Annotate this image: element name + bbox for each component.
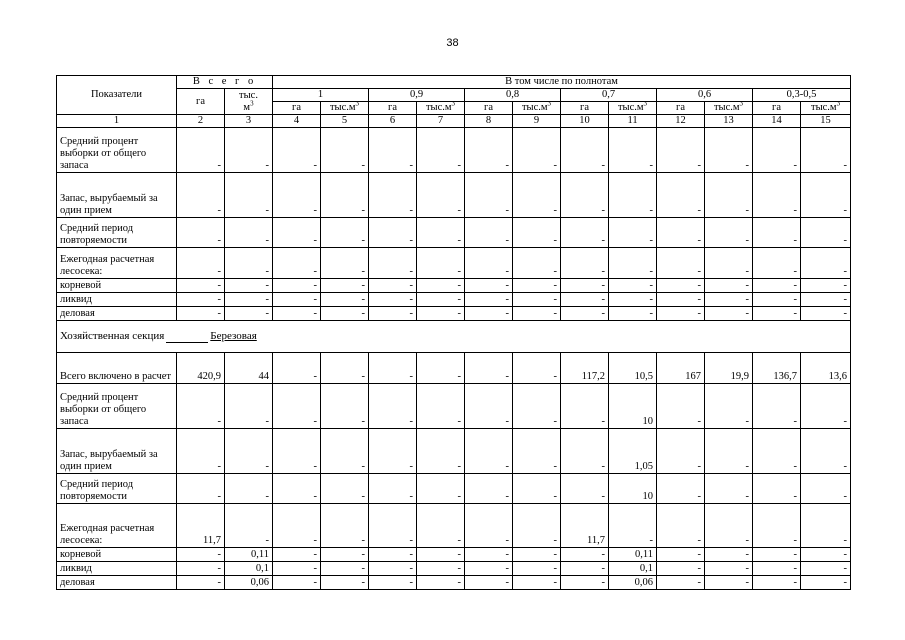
table-body-top bbox=[57, 128, 851, 321]
table-row bbox=[57, 562, 851, 576]
section-cell bbox=[57, 321, 851, 353]
cell-value: - bbox=[465, 548, 513, 562]
cell-value: - bbox=[465, 218, 513, 248]
cell-value: - bbox=[657, 504, 705, 548]
cell-value: 19,9 bbox=[705, 353, 753, 384]
cell-value: - bbox=[273, 562, 321, 576]
forest-report-table bbox=[56, 75, 851, 590]
cell-value: - bbox=[513, 279, 561, 293]
column-number: 11 bbox=[609, 115, 657, 128]
row-label: ликвид bbox=[57, 293, 177, 307]
table-row bbox=[57, 248, 851, 279]
cell-value: - bbox=[561, 384, 609, 429]
cell-value: - bbox=[321, 353, 369, 384]
cell-value: - bbox=[513, 429, 561, 474]
cell-value: - bbox=[177, 218, 225, 248]
row-label: ликвид bbox=[57, 562, 177, 576]
cell-value: - bbox=[177, 548, 225, 562]
cell-value: - bbox=[513, 576, 561, 590]
cell-value: - bbox=[561, 248, 609, 279]
cell-value: - bbox=[705, 576, 753, 590]
cell-value: - bbox=[753, 173, 801, 218]
header-unit-ha: га bbox=[561, 102, 609, 115]
cell-value: - bbox=[801, 504, 851, 548]
cell-value: - bbox=[369, 128, 417, 173]
cell-value: - bbox=[657, 562, 705, 576]
header-unit-thous-m3: $тыс.м^3$ bbox=[609, 102, 657, 115]
cell-value: - bbox=[801, 279, 851, 293]
cell-value: - bbox=[225, 128, 273, 173]
cell-value: - bbox=[177, 307, 225, 321]
cell-value: - bbox=[705, 474, 753, 504]
cell-value: - bbox=[609, 504, 657, 548]
cell-value: - bbox=[369, 279, 417, 293]
cell-value: - bbox=[225, 429, 273, 474]
cell-value: 0,06 bbox=[609, 576, 657, 590]
cell-value: - bbox=[225, 293, 273, 307]
cell-value: - bbox=[321, 548, 369, 562]
cell-value: 0,1 bbox=[225, 562, 273, 576]
table-body-bottom bbox=[57, 353, 851, 590]
cell-value: - bbox=[801, 218, 851, 248]
cell-value: - bbox=[801, 562, 851, 576]
cell-value: - bbox=[321, 279, 369, 293]
cell-value: - bbox=[177, 279, 225, 293]
cell-value: - bbox=[513, 248, 561, 279]
cell-value: - bbox=[273, 173, 321, 218]
cell-value: - bbox=[369, 248, 417, 279]
cell-value: - bbox=[657, 173, 705, 218]
cell-value: - bbox=[561, 307, 609, 321]
cell-value: - bbox=[609, 293, 657, 307]
cell-value: - bbox=[465, 384, 513, 429]
cell-value: - bbox=[801, 429, 851, 474]
cell-value: - bbox=[609, 279, 657, 293]
cell-value: - bbox=[609, 248, 657, 279]
table-header bbox=[57, 76, 851, 128]
cell-value: - bbox=[561, 173, 609, 218]
cell-value: - bbox=[657, 248, 705, 279]
cell-value: - bbox=[321, 128, 369, 173]
cell-value: - bbox=[705, 218, 753, 248]
header-unit-thous-m3: $тыс.м^3$ bbox=[513, 102, 561, 115]
cell-value: - bbox=[801, 293, 851, 307]
cell-value: - bbox=[273, 474, 321, 504]
cell-value: - bbox=[753, 293, 801, 307]
cell-value: - bbox=[369, 293, 417, 307]
cell-value: - bbox=[801, 548, 851, 562]
cell-value: - bbox=[753, 504, 801, 548]
cell-value: - bbox=[321, 576, 369, 590]
cell-value: - bbox=[657, 218, 705, 248]
cell-value: - bbox=[801, 307, 851, 321]
cell-value: - bbox=[705, 128, 753, 173]
cell-value: - bbox=[657, 293, 705, 307]
cell-value: - bbox=[753, 279, 801, 293]
cell-value: - bbox=[225, 307, 273, 321]
cell-value: - bbox=[465, 128, 513, 173]
cell-value: - bbox=[417, 128, 465, 173]
cell-value: - bbox=[273, 504, 321, 548]
cell-value: - bbox=[561, 128, 609, 173]
cell-value: - bbox=[513, 562, 561, 576]
table-row bbox=[57, 353, 851, 384]
cell-value: - bbox=[369, 384, 417, 429]
cell-value: - bbox=[417, 429, 465, 474]
cell-value: - bbox=[561, 474, 609, 504]
cell-value: - bbox=[177, 429, 225, 474]
cell-value: - bbox=[177, 293, 225, 307]
cell-value: - bbox=[465, 576, 513, 590]
cell-value: - bbox=[273, 429, 321, 474]
column-number: 8 bbox=[465, 115, 513, 128]
column-number: 14 bbox=[753, 115, 801, 128]
cell-value: 13,6 bbox=[801, 353, 851, 384]
cell-value: - bbox=[753, 576, 801, 590]
cell-value: - bbox=[273, 293, 321, 307]
cell-value: - bbox=[801, 128, 851, 173]
cell-value: - bbox=[561, 218, 609, 248]
cell-value: - bbox=[801, 248, 851, 279]
cell-value: - bbox=[321, 293, 369, 307]
cell-value: - bbox=[609, 218, 657, 248]
cell-value: - bbox=[753, 384, 801, 429]
cell-value: - bbox=[369, 429, 417, 474]
cell-value: - bbox=[417, 279, 465, 293]
cell-value: - bbox=[561, 548, 609, 562]
cell-value: - bbox=[321, 218, 369, 248]
table-row bbox=[57, 218, 851, 248]
table-row bbox=[57, 307, 851, 321]
cell-value: - bbox=[177, 128, 225, 173]
cell-value: - bbox=[225, 279, 273, 293]
column-number: 15 bbox=[801, 115, 851, 128]
cell-value: 10,5 bbox=[609, 353, 657, 384]
cell-value: - bbox=[465, 429, 513, 474]
column-number: 2 bbox=[177, 115, 225, 128]
cell-value: 11,7 bbox=[561, 504, 609, 548]
row-label: Средний процент выборки от общего запаса bbox=[57, 384, 177, 429]
column-number: 12 bbox=[657, 115, 705, 128]
column-number: 1 bbox=[57, 115, 177, 128]
section-value: Березовая bbox=[210, 330, 257, 342]
cell-value: 117,2 bbox=[561, 353, 609, 384]
cell-value: - bbox=[657, 429, 705, 474]
cell-value: - bbox=[369, 504, 417, 548]
cell-value: - bbox=[177, 248, 225, 279]
cell-value: - bbox=[417, 248, 465, 279]
cell-value: - bbox=[801, 384, 851, 429]
table-row bbox=[57, 429, 851, 474]
row-label: Средний период повторяемости bbox=[57, 218, 177, 248]
row-label: деловая bbox=[57, 307, 177, 321]
row-label: корневой bbox=[57, 548, 177, 562]
cell-value: - bbox=[321, 173, 369, 218]
table-row bbox=[57, 504, 851, 548]
column-number: 5 bbox=[321, 115, 369, 128]
cell-value: - bbox=[657, 548, 705, 562]
cell-value: - bbox=[705, 248, 753, 279]
cell-value: - bbox=[753, 429, 801, 474]
header-density-06: 0,6 bbox=[657, 89, 753, 102]
cell-value: - bbox=[273, 353, 321, 384]
cell-value: - bbox=[609, 307, 657, 321]
header-row-1 bbox=[57, 76, 851, 89]
cell-value: - bbox=[801, 576, 851, 590]
cell-value: - bbox=[321, 248, 369, 279]
row-label: деловая bbox=[57, 576, 177, 590]
header-unit-ha: га bbox=[753, 102, 801, 115]
cell-value: 0,1 bbox=[609, 562, 657, 576]
cell-value: - bbox=[273, 128, 321, 173]
column-number: 13 bbox=[705, 115, 753, 128]
row-label: Ежегодная расчетная лесосека: bbox=[57, 248, 177, 279]
cell-value: 44 bbox=[225, 353, 273, 384]
column-number: 6 bbox=[369, 115, 417, 128]
cell-value: - bbox=[513, 173, 561, 218]
cell-value: - bbox=[561, 562, 609, 576]
cell-value: - bbox=[417, 173, 465, 218]
cell-value: - bbox=[513, 353, 561, 384]
cell-value: - bbox=[513, 548, 561, 562]
cell-value: - bbox=[609, 173, 657, 218]
cell-value: - bbox=[225, 504, 273, 548]
cell-value: 1,05 bbox=[609, 429, 657, 474]
cell-value: 0,11 bbox=[225, 548, 273, 562]
header-unit-thous-m3: $тыс.м^3$ bbox=[321, 102, 369, 115]
cell-value: - bbox=[705, 562, 753, 576]
cell-value: - bbox=[225, 384, 273, 429]
cell-value: - bbox=[513, 384, 561, 429]
cell-value: - bbox=[561, 279, 609, 293]
cell-value: - bbox=[369, 218, 417, 248]
cell-value: - bbox=[273, 548, 321, 562]
section-row bbox=[57, 321, 851, 353]
header-unit-ha: га bbox=[369, 102, 417, 115]
cell-value: - bbox=[369, 562, 417, 576]
cell-value: - bbox=[561, 576, 609, 590]
cell-value: - bbox=[513, 504, 561, 548]
cell-value: - bbox=[465, 562, 513, 576]
cell-value: - bbox=[273, 576, 321, 590]
cell-value: - bbox=[369, 548, 417, 562]
header-density-03-05: 0,3-0,5 bbox=[753, 89, 851, 102]
cell-value: - bbox=[513, 307, 561, 321]
column-number: 3 bbox=[225, 115, 273, 128]
cell-value: - bbox=[417, 384, 465, 429]
header-unit-ha: га bbox=[657, 102, 705, 115]
cell-value: - bbox=[753, 548, 801, 562]
cell-value: - bbox=[225, 248, 273, 279]
header-total-ha: га bbox=[177, 89, 225, 115]
cell-value: - bbox=[513, 218, 561, 248]
cell-value: - bbox=[561, 293, 609, 307]
cell-value: - bbox=[321, 384, 369, 429]
cell-value: - bbox=[273, 218, 321, 248]
row-label: Средний период повторяемости bbox=[57, 474, 177, 504]
cell-value: - bbox=[801, 474, 851, 504]
cell-value: - bbox=[705, 279, 753, 293]
cell-value: - bbox=[321, 429, 369, 474]
cell-value: - bbox=[465, 293, 513, 307]
row-label: Запас, вырубаемый за один прием bbox=[57, 173, 177, 218]
cell-value: - bbox=[657, 279, 705, 293]
table-row bbox=[57, 173, 851, 218]
cell-value: - bbox=[417, 504, 465, 548]
cell-value: - bbox=[801, 173, 851, 218]
table-row bbox=[57, 576, 851, 590]
cell-value: - bbox=[177, 384, 225, 429]
cell-value: - bbox=[465, 307, 513, 321]
column-number: 7 bbox=[417, 115, 465, 128]
cell-value: 10 bbox=[609, 474, 657, 504]
cell-value: - bbox=[609, 128, 657, 173]
cell-value: - bbox=[465, 504, 513, 548]
header-by-density: В том числе по полнотам bbox=[273, 76, 851, 89]
cell-value: - bbox=[705, 384, 753, 429]
cell-value: - bbox=[465, 248, 513, 279]
cell-value: 11,7 bbox=[177, 504, 225, 548]
cell-value: - bbox=[465, 279, 513, 293]
row-label: Ежегодная расчетная лесосека: bbox=[57, 504, 177, 548]
cell-value: 136,7 bbox=[753, 353, 801, 384]
cell-value: - bbox=[417, 218, 465, 248]
header-row-2 bbox=[57, 89, 851, 102]
cell-value: 420,9 bbox=[177, 353, 225, 384]
cell-value: - bbox=[705, 504, 753, 548]
cell-value: - bbox=[417, 548, 465, 562]
row-label: Запас, вырубаемый за один прием bbox=[57, 429, 177, 474]
cell-value: - bbox=[369, 173, 417, 218]
table-row bbox=[57, 548, 851, 562]
cell-value: - bbox=[705, 173, 753, 218]
cell-value: - bbox=[417, 576, 465, 590]
column-number: 10 bbox=[561, 115, 609, 128]
cell-value: - bbox=[753, 248, 801, 279]
table-row bbox=[57, 293, 851, 307]
header-column-numbers-row bbox=[57, 115, 851, 128]
cell-value: - bbox=[465, 173, 513, 218]
header-density-08: 0,8 bbox=[465, 89, 561, 102]
cell-value: - bbox=[417, 562, 465, 576]
header-total-thous-m3: тыс. $м^3$ bbox=[225, 89, 273, 115]
column-number: 9 bbox=[513, 115, 561, 128]
header-unit-ha: га bbox=[273, 102, 321, 115]
header-unit-thous-m3: $тыс.м^3$ bbox=[705, 102, 753, 115]
cell-value: - bbox=[657, 307, 705, 321]
header-density-07: 0,7 bbox=[561, 89, 657, 102]
cell-value: - bbox=[369, 307, 417, 321]
table-row bbox=[57, 384, 851, 429]
row-label: Средний процент выборки от общего запаса bbox=[57, 128, 177, 173]
cell-value: - bbox=[753, 128, 801, 173]
header-density-09: 0,9 bbox=[369, 89, 465, 102]
cell-value: - bbox=[273, 279, 321, 293]
cell-value: - bbox=[273, 384, 321, 429]
cell-value: - bbox=[225, 474, 273, 504]
row-label: Всего включено в расчет bbox=[57, 353, 177, 384]
page-number: 38 bbox=[446, 37, 459, 49]
cell-value: - bbox=[321, 474, 369, 504]
row-label: корневой bbox=[57, 279, 177, 293]
cell-value: - bbox=[417, 307, 465, 321]
cell-value: - bbox=[225, 173, 273, 218]
cell-value: - bbox=[225, 218, 273, 248]
cell-value: - bbox=[705, 293, 753, 307]
section-body bbox=[57, 321, 851, 353]
header-total: В с е г о bbox=[177, 76, 273, 89]
cell-value: - bbox=[321, 504, 369, 548]
cell-value: - bbox=[369, 474, 417, 504]
cell-value: - bbox=[657, 474, 705, 504]
cell-value: - bbox=[513, 474, 561, 504]
cell-value: 0,11 bbox=[609, 548, 657, 562]
header-unit-thous-m3: $тыс.м^3$ bbox=[801, 102, 851, 115]
section-label: Хозяйственная секция bbox=[60, 330, 165, 342]
cell-value: - bbox=[657, 576, 705, 590]
cell-value: 0,06 bbox=[225, 576, 273, 590]
cell-value: - bbox=[177, 474, 225, 504]
cell-value: - bbox=[657, 128, 705, 173]
cell-value: - bbox=[417, 353, 465, 384]
cell-value: - bbox=[753, 474, 801, 504]
cell-value: - bbox=[321, 307, 369, 321]
cell-value: - bbox=[705, 307, 753, 321]
cell-value: - bbox=[753, 562, 801, 576]
cell-value: - bbox=[273, 248, 321, 279]
cell-value: - bbox=[657, 384, 705, 429]
cell-value: - bbox=[513, 128, 561, 173]
cell-value: - bbox=[465, 474, 513, 504]
table-row bbox=[57, 128, 851, 173]
cell-value: - bbox=[177, 562, 225, 576]
cell-value: - bbox=[513, 293, 561, 307]
table-row bbox=[57, 279, 851, 293]
cell-value: - bbox=[273, 307, 321, 321]
column-number: 4 bbox=[273, 115, 321, 128]
cell-value: - bbox=[753, 218, 801, 248]
cell-value: - bbox=[177, 173, 225, 218]
cell-value: - bbox=[705, 429, 753, 474]
cell-value: - bbox=[753, 307, 801, 321]
cell-value: 167 bbox=[657, 353, 705, 384]
cell-value: - bbox=[369, 353, 417, 384]
cell-value: - bbox=[417, 474, 465, 504]
cell-value: - bbox=[177, 576, 225, 590]
header-unit-ha: га bbox=[465, 102, 513, 115]
header-unit-thous-m3: $тыс.м^3$ bbox=[417, 102, 465, 115]
header-indicators: Показатели bbox=[57, 76, 177, 115]
table-row bbox=[57, 474, 851, 504]
header-density-1: 1 bbox=[273, 89, 369, 102]
cell-value: 10 bbox=[609, 384, 657, 429]
cell-value: - bbox=[705, 548, 753, 562]
cell-value: - bbox=[417, 293, 465, 307]
cell-value: - bbox=[369, 576, 417, 590]
cell-value: - bbox=[465, 353, 513, 384]
cell-value: - bbox=[561, 429, 609, 474]
cell-value: - bbox=[321, 562, 369, 576]
section-underline bbox=[166, 342, 208, 343]
